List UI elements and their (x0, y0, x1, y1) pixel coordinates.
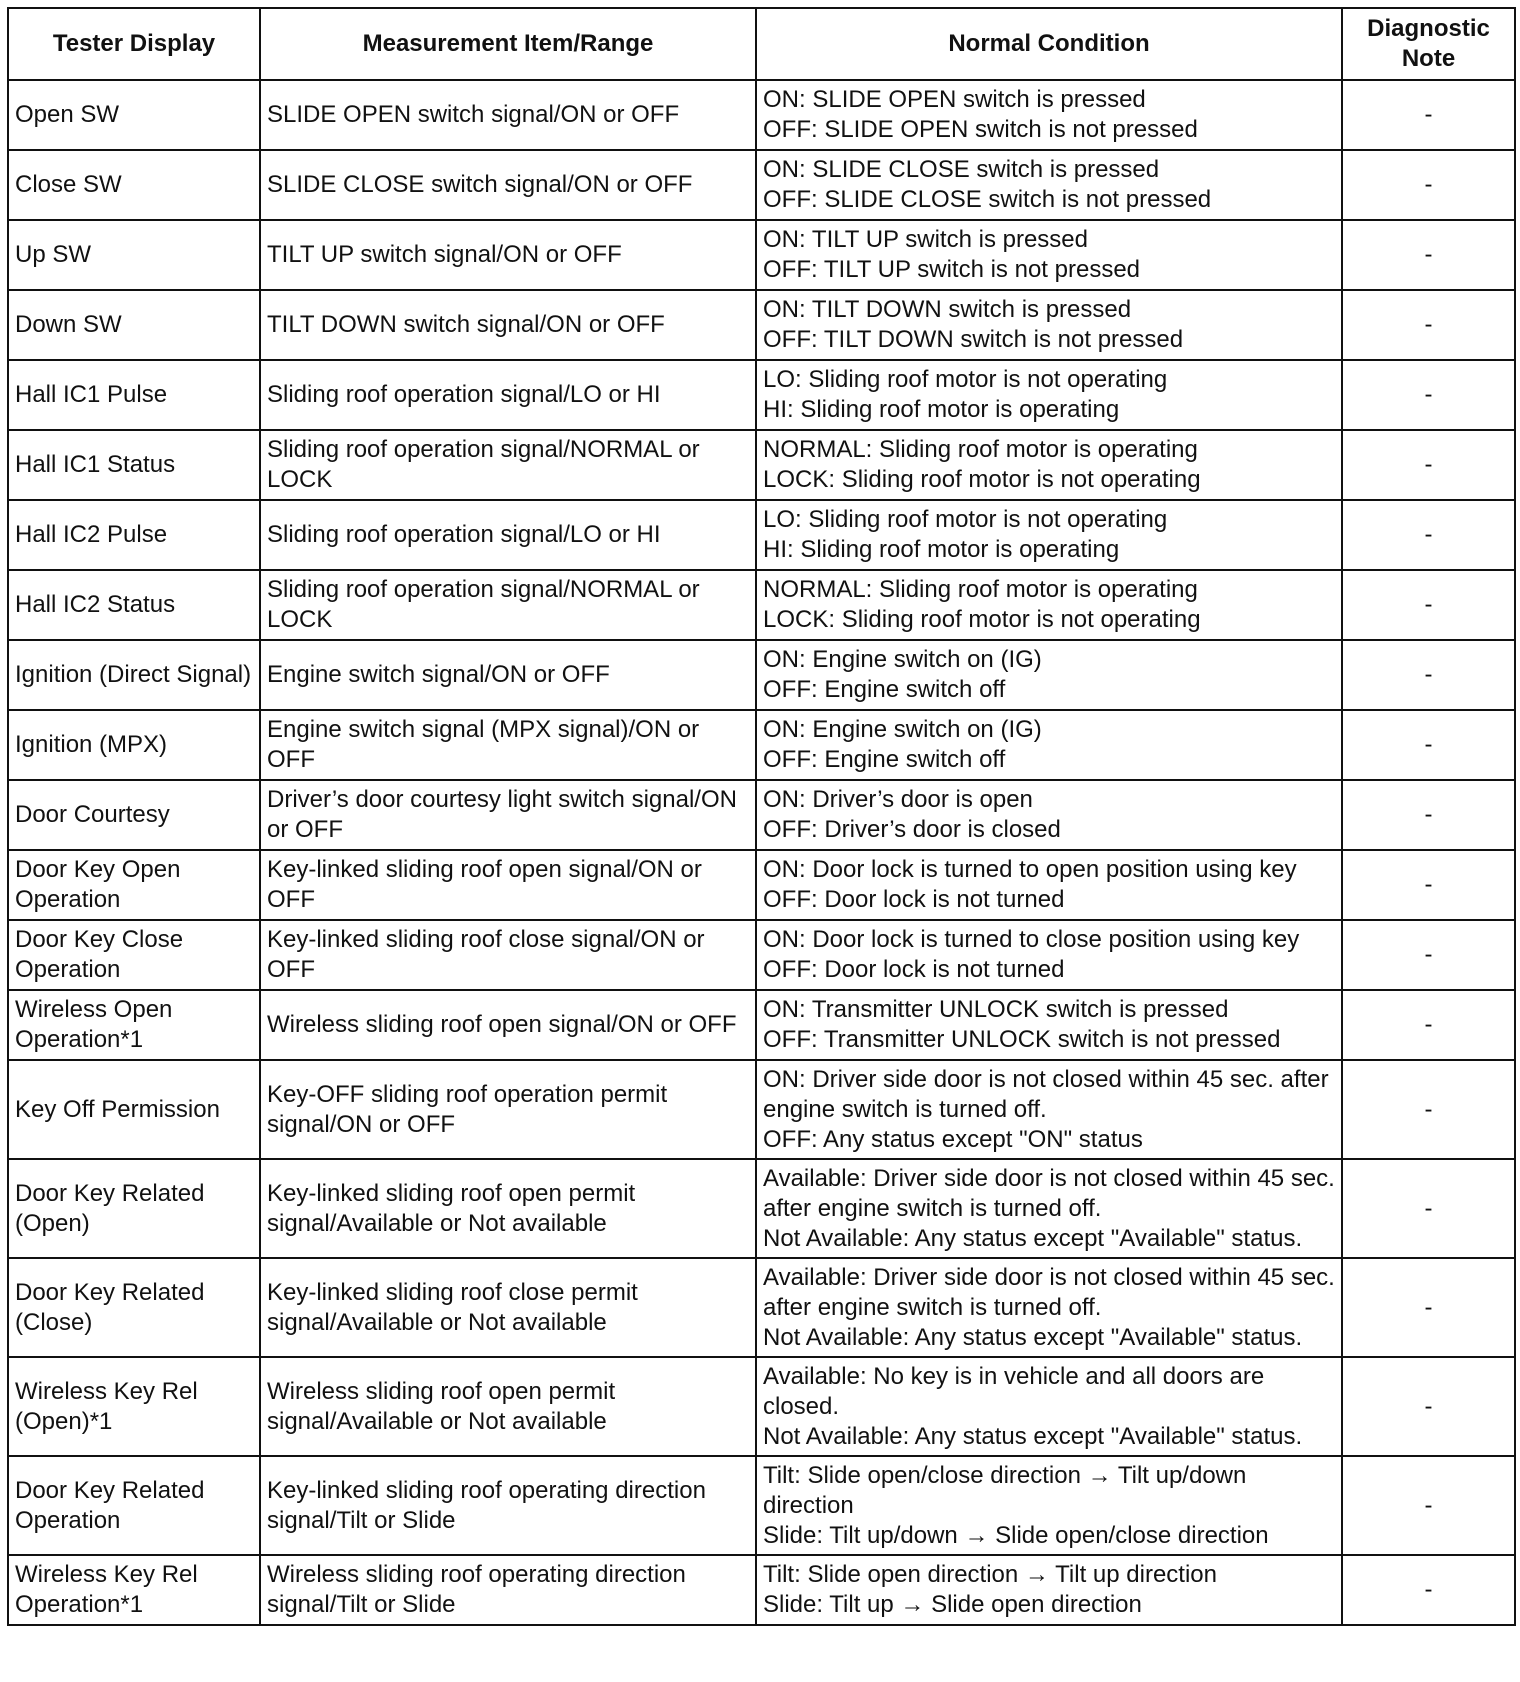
normal-condition-cell (756, 1555, 1342, 1625)
measurement-item-cell: Key-linked sliding roof open signal/ON or OFF (260, 850, 756, 920)
condition-line: ON: TILT UP switch is pressed (763, 226, 1088, 253)
table-row (8, 850, 1515, 920)
condition-line: ON: Door lock is turned to open position using key (763, 856, 1297, 883)
normal-condition-cell (756, 1060, 1342, 1159)
table-row (8, 500, 1515, 570)
table-row (8, 1258, 1515, 1357)
normal-condition-cell (756, 220, 1342, 290)
condition-line: ON: Door lock is turned to close position using key (763, 926, 1300, 953)
tester-display-cell: Wireless Key Rel Operation*1 (8, 1555, 260, 1625)
table-row (8, 920, 1515, 990)
tester-display-cell: Wireless Open Operation*1 (8, 990, 260, 1060)
measurement-item-cell: Driver’s door courtesy light switch signal/ON or OFF (260, 780, 756, 850)
tester-display-cell: Wireless Key Rel (Open)*1 (8, 1357, 260, 1456)
table-row (8, 1159, 1515, 1258)
diagnostic-note-cell: - (1342, 640, 1515, 710)
tester-display-cell: Door Courtesy (8, 780, 260, 850)
measurement-item-cell: Sliding roof operation signal/LO or HI (260, 360, 756, 430)
condition-line: HI: Sliding roof motor is operating (763, 536, 1120, 563)
measurement-item-cell: Wireless sliding roof open permit signal/Available or Not available (260, 1357, 756, 1456)
diagnostic-note-cell: - (1342, 1357, 1515, 1456)
condition-line: OFF: Door lock is not turned (763, 886, 1065, 913)
normal-condition-cell (756, 1456, 1342, 1555)
condition-line: Tilt: Slide open/close direction → Tilt up/down direction (763, 1461, 1247, 1519)
table-row (8, 1060, 1515, 1159)
normal-condition-cell (756, 570, 1342, 640)
measurement-item-cell: Wireless sliding roof open signal/ON or OFF (260, 990, 756, 1060)
table-row (8, 570, 1515, 640)
diagnostic-note-cell: - (1342, 850, 1515, 920)
diagnostic-note-cell: - (1342, 1060, 1515, 1159)
tester-display-cell: Close SW (8, 150, 260, 220)
header-diagnostic-note: Diagnostic Note (1342, 8, 1515, 80)
condition-line: ON: SLIDE OPEN switch is pressed (763, 86, 1146, 113)
tester-display-cell: Up SW (8, 220, 260, 290)
tester-display-cell: Ignition (Direct Signal) (8, 640, 260, 710)
measurement-item-cell: Sliding roof operation signal/NORMAL or LOCK (260, 570, 756, 640)
measurement-item-cell: Engine switch signal/ON or OFF (260, 640, 756, 710)
condition-line: LOCK: Sliding roof motor is not operating (763, 466, 1201, 493)
tester-display-cell: Hall IC2 Pulse (8, 500, 260, 570)
normal-condition-cell (756, 780, 1342, 850)
header-measurement-item: Measurement Item/Range (260, 8, 756, 80)
condition-line: NORMAL: Sliding roof motor is operating (763, 576, 1198, 603)
table-row (8, 80, 1515, 150)
normal-condition-cell (756, 500, 1342, 570)
condition-line: Not Available: Any status except "Available" status. (763, 1323, 1303, 1351)
measurement-item-cell: SLIDE CLOSE switch signal/ON or OFF (260, 150, 756, 220)
condition-line: Not Available: Any status except "Available" status. (763, 1422, 1303, 1450)
measurement-item-cell: Key-linked sliding roof operating direction signal/Tilt or Slide (260, 1456, 756, 1555)
table-row (8, 780, 1515, 850)
diagnostic-note-cell: - (1342, 1555, 1515, 1625)
measurement-item-cell: SLIDE OPEN switch signal/ON or OFF (260, 80, 756, 150)
table-row (8, 990, 1515, 1060)
condition-line: LOCK: Sliding roof motor is not operating (763, 606, 1201, 633)
condition-line: NORMAL: Sliding roof motor is operating (763, 436, 1198, 463)
condition-line: HI: Sliding roof motor is operating (763, 396, 1120, 423)
table-row (8, 290, 1515, 360)
tester-display-cell: Hall IC1 Pulse (8, 360, 260, 430)
diagnostic-note-cell: - (1342, 150, 1515, 220)
condition-line: OFF: Transmitter UNLOCK switch is not pressed (763, 1026, 1281, 1053)
measurement-item-cell: Wireless sliding roof operating direction signal/Tilt or Slide (260, 1555, 756, 1625)
condition-line: OFF: Engine switch off (763, 676, 1006, 703)
header-row (8, 8, 1515, 80)
table-row (8, 710, 1515, 780)
normal-condition-cell (756, 430, 1342, 500)
diagnostic-note-cell: - (1342, 1258, 1515, 1357)
data-list-table (7, 7, 1516, 1626)
tester-display-cell: Ignition (MPX) (8, 710, 260, 780)
condition-line: OFF: Driver’s door is closed (763, 816, 1061, 843)
measurement-item-cell: Engine switch signal (MPX signal)/ON or OFF (260, 710, 756, 780)
condition-line: LO: Sliding roof motor is not operating (763, 506, 1168, 533)
condition-line: OFF: Door lock is not turned (763, 956, 1065, 983)
condition-line: Not Available: Any status except "Available" status. (763, 1224, 1303, 1252)
condition-line: ON: Driver’s door is open (763, 786, 1033, 813)
condition-line: OFF: SLIDE CLOSE switch is not pressed (763, 186, 1212, 213)
normal-condition-cell (756, 850, 1342, 920)
measurement-item-cell: Sliding roof operation signal/LO or HI (260, 500, 756, 570)
condition-line: OFF: TILT DOWN switch is not pressed (763, 326, 1184, 353)
table-row (8, 150, 1515, 220)
diagnostic-note-cell: - (1342, 780, 1515, 850)
diagnostic-note-cell: - (1342, 80, 1515, 150)
measurement-item-cell: Key-OFF sliding roof operation permit signal/ON or OFF (260, 1060, 756, 1159)
normal-condition-cell (756, 1159, 1342, 1258)
table-row (8, 430, 1515, 500)
condition-line: ON: TILT DOWN switch is pressed (763, 296, 1132, 323)
tester-display-cell: Door Key Related Operation (8, 1456, 260, 1555)
tester-display-cell: Door Key Close Operation (8, 920, 260, 990)
condition-line: Available: Driver side door is not closed within 45 sec. after engine switch is turned off. (763, 1263, 1335, 1321)
measurement-item-cell: Key-linked sliding roof open permit signal/Available or Not available (260, 1159, 756, 1258)
measurement-item-cell: TILT UP switch signal/ON or OFF (260, 220, 756, 290)
condition-line: ON: SLIDE CLOSE switch is pressed (763, 156, 1160, 183)
tester-display-cell: Door Key Open Operation (8, 850, 260, 920)
normal-condition-cell (756, 360, 1342, 430)
measurement-item-cell: Key-linked sliding roof close permit signal/Available or Not available (260, 1258, 756, 1357)
tester-display-cell: Open SW (8, 80, 260, 150)
measurement-item-cell: Sliding roof operation signal/NORMAL or LOCK (260, 430, 756, 500)
diagnostic-data-list (7, 7, 1514, 1626)
tester-display-cell: Hall IC1 Status (8, 430, 260, 500)
condition-line: LO: Sliding roof motor is not operating (763, 366, 1168, 393)
normal-condition-cell (756, 920, 1342, 990)
diagnostic-note-cell: - (1342, 990, 1515, 1060)
diagnostic-note-cell: - (1342, 500, 1515, 570)
condition-line: ON: Engine switch on (IG) (763, 646, 1042, 673)
header-tester-display: Tester Display (8, 8, 260, 80)
normal-condition-cell (756, 1357, 1342, 1456)
diagnostic-note-cell: - (1342, 290, 1515, 360)
diagnostic-note-cell: - (1342, 570, 1515, 640)
normal-condition-cell (756, 80, 1342, 150)
condition-line: OFF: SLIDE OPEN switch is not pressed (763, 116, 1198, 143)
diagnostic-note-cell: - (1342, 710, 1515, 780)
condition-line: OFF: TILT UP switch is not pressed (763, 256, 1141, 283)
condition-line: Slide: Tilt up → Slide open direction (763, 1591, 1142, 1618)
diagnostic-note-cell: - (1342, 1159, 1515, 1258)
normal-condition-cell (756, 640, 1342, 710)
header-normal-condition: Normal Condition (756, 8, 1342, 80)
condition-line: Tilt: Slide open direction → Tilt up direction (763, 1561, 1217, 1588)
tester-display-cell: Door Key Related (Open) (8, 1159, 260, 1258)
condition-line: Available: Driver side door is not closed within 45 sec. after engine switch is turned off. (763, 1164, 1335, 1222)
normal-condition-cell (756, 1258, 1342, 1357)
tester-display-cell: Key Off Permission (8, 1060, 260, 1159)
table-row (8, 1357, 1515, 1456)
condition-line: OFF: Any status except "ON" status (763, 1125, 1143, 1153)
normal-condition-cell (756, 990, 1342, 1060)
tester-display-cell: Door Key Related (Close) (8, 1258, 260, 1357)
diagnostic-note-cell: - (1342, 920, 1515, 990)
tester-display-cell: Down SW (8, 290, 260, 360)
condition-line: Available: No key is in vehicle and all doors are closed. (763, 1362, 1265, 1420)
condition-line: ON: Transmitter UNLOCK switch is pressed (763, 996, 1229, 1023)
condition-line: ON: Engine switch on (IG) (763, 716, 1042, 743)
normal-condition-cell (756, 710, 1342, 780)
measurement-item-cell: TILT DOWN switch signal/ON or OFF (260, 290, 756, 360)
normal-condition-cell (756, 290, 1342, 360)
table-body (8, 80, 1515, 1625)
measurement-item-cell: Key-linked sliding roof close signal/ON or OFF (260, 920, 756, 990)
table-row (8, 640, 1515, 710)
diagnostic-note-cell: - (1342, 430, 1515, 500)
diagnostic-note-cell: - (1342, 360, 1515, 430)
condition-line: ON: Driver side door is not closed within 45 sec. after engine switch is turned off. (763, 1065, 1329, 1123)
tester-display-cell: Hall IC2 Status (8, 570, 260, 640)
condition-line: OFF: Engine switch off (763, 746, 1006, 773)
table-row (8, 1555, 1515, 1625)
table-row (8, 360, 1515, 430)
table-row (8, 1456, 1515, 1555)
diagnostic-note-cell: - (1342, 220, 1515, 290)
condition-line: Slide: Tilt up/down → Slide open/close direction (763, 1521, 1269, 1549)
normal-condition-cell (756, 150, 1342, 220)
diagnostic-note-cell: - (1342, 1456, 1515, 1555)
table-row (8, 220, 1515, 290)
